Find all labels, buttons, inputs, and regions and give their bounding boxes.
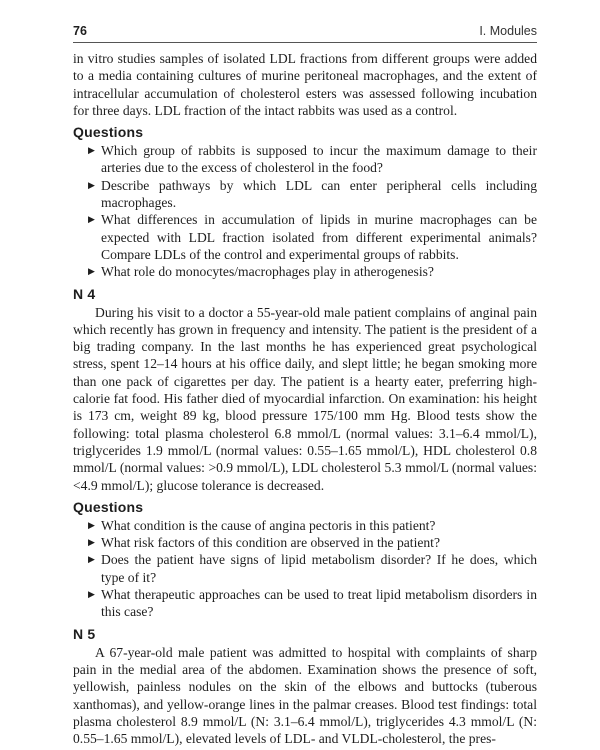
questions-list-1 (73, 142, 537, 280)
list-item (73, 177, 537, 212)
triangle-bullet-icon: ▶ (88, 537, 95, 548)
questions-heading-1: Questions (73, 124, 144, 141)
list-item (73, 534, 537, 551)
question-text: What role do monocytes/macrophages play in atherogenesis? (101, 264, 434, 280)
list-item (73, 211, 537, 263)
question-text: What risk factors of this condition are observed in the patient? (101, 535, 440, 551)
list-item (73, 142, 537, 177)
questions-heading-2: Questions (73, 498, 144, 515)
question-text: Which group of rabbits is supposed to incur the maximum damage to their arteries due to the excess of cholesterol in the food? (101, 143, 537, 176)
intro-paragraph: in vitro studies samples of isolated LDL fractions from different groups were added to a media containing cultures of murine peritoneal macrophages, and the extent of intracellular accumulation of cholesterol esters was assessed following incubation for three days. LDL fraction of the intact rabbits was used as a control. (73, 51, 537, 118)
triangle-bullet-icon: ▶ (88, 179, 95, 190)
page-content (73, 50, 537, 747)
triangle-bullet-icon: ▶ (88, 266, 95, 277)
question-text: What condition is the cause of angina pectoris in this patient? (101, 517, 436, 533)
list-item (73, 517, 537, 534)
list-item (73, 551, 537, 586)
question-text: Describe pathways by which LDL can enter peripheral cells including macrophages. (101, 177, 537, 211)
triangle-bullet-icon: ▶ (88, 589, 95, 600)
page-number: 76 (73, 24, 87, 38)
list-item (73, 263, 537, 280)
running-header (73, 22, 537, 43)
questions-list-2 (73, 517, 537, 621)
case-n4-heading: N 4 (73, 285, 96, 302)
case-n4-text: During his visit to a doctor a 55-year-old male patient complains of anginal pain which recently has grown in frequency and intensity. The patient is the president of a big trading company. In the last months he has experienced great psychological stress, spent 12–14 hours at his office daily, and slept little; he began smoking more than one pack of cigarettes per day. The patient is a hearty eater, preferring high-calorie fat food. His father died of myocardial infarction. On examination: his height is 173 cm, weight 89 kg, blood pressure 175/100 mm Hg. Blood tests show the following: total plasma cholesterol 6.8 mmol/L (normal values: 3.1–6.4 mmol/L), triglycerides 1.9 mmol/L (normal values: 0.55–1.65 mmol/L), HDL cholesterol 0.8 mmol/L (normal values: >0.9 mmol/L), LDL cholesterol 5.3 mmol/L (normal values: <4.9 mmol/L); glucose tolerance is decreased. (73, 304, 537, 493)
question-text: What therapeutic approaches can be used to treat lipid metabolism disorders in this case? (101, 587, 537, 620)
section-title: I. Modules (479, 24, 537, 38)
question-text: Does the patient have signs of lipid metabolism disorder? If he does, which type of it? (101, 552, 537, 585)
triangle-bullet-icon: ▶ (88, 519, 95, 530)
case-n5-heading: N 5 (73, 625, 96, 642)
triangle-bullet-icon: ▶ (88, 214, 95, 225)
question-text: What differences in accumulation of lipids in murine macrophages can be expected with LDL fraction isolated from different experimental animals? Compare LDLs of the control and experimental groups of rabbits. (101, 212, 537, 262)
case-n5-text: A 67-year-old male patient was admitted to hospital with complaints of sharp pain in the medial area of the abdomen. Examination shows the presence of soft, yellowish, painless nodules on the skin of the elbows and buttocks (tuberous xanthomas), and yellow-orange lines in the palmar creases. Blood test findings: total plasma cholesterol 8.9 mmol/L (N: 3.1–6.4 mmol/L), triglycerides 4.3 mmol/L (N: 0.55–1.65 mmol/L), elevated levels of LDL- and VLDL-cholesterol, the pres- (73, 644, 537, 747)
triangle-bullet-icon: ▶ (88, 554, 95, 565)
triangle-bullet-icon: ▶ (88, 145, 95, 156)
list-item (73, 586, 537, 621)
